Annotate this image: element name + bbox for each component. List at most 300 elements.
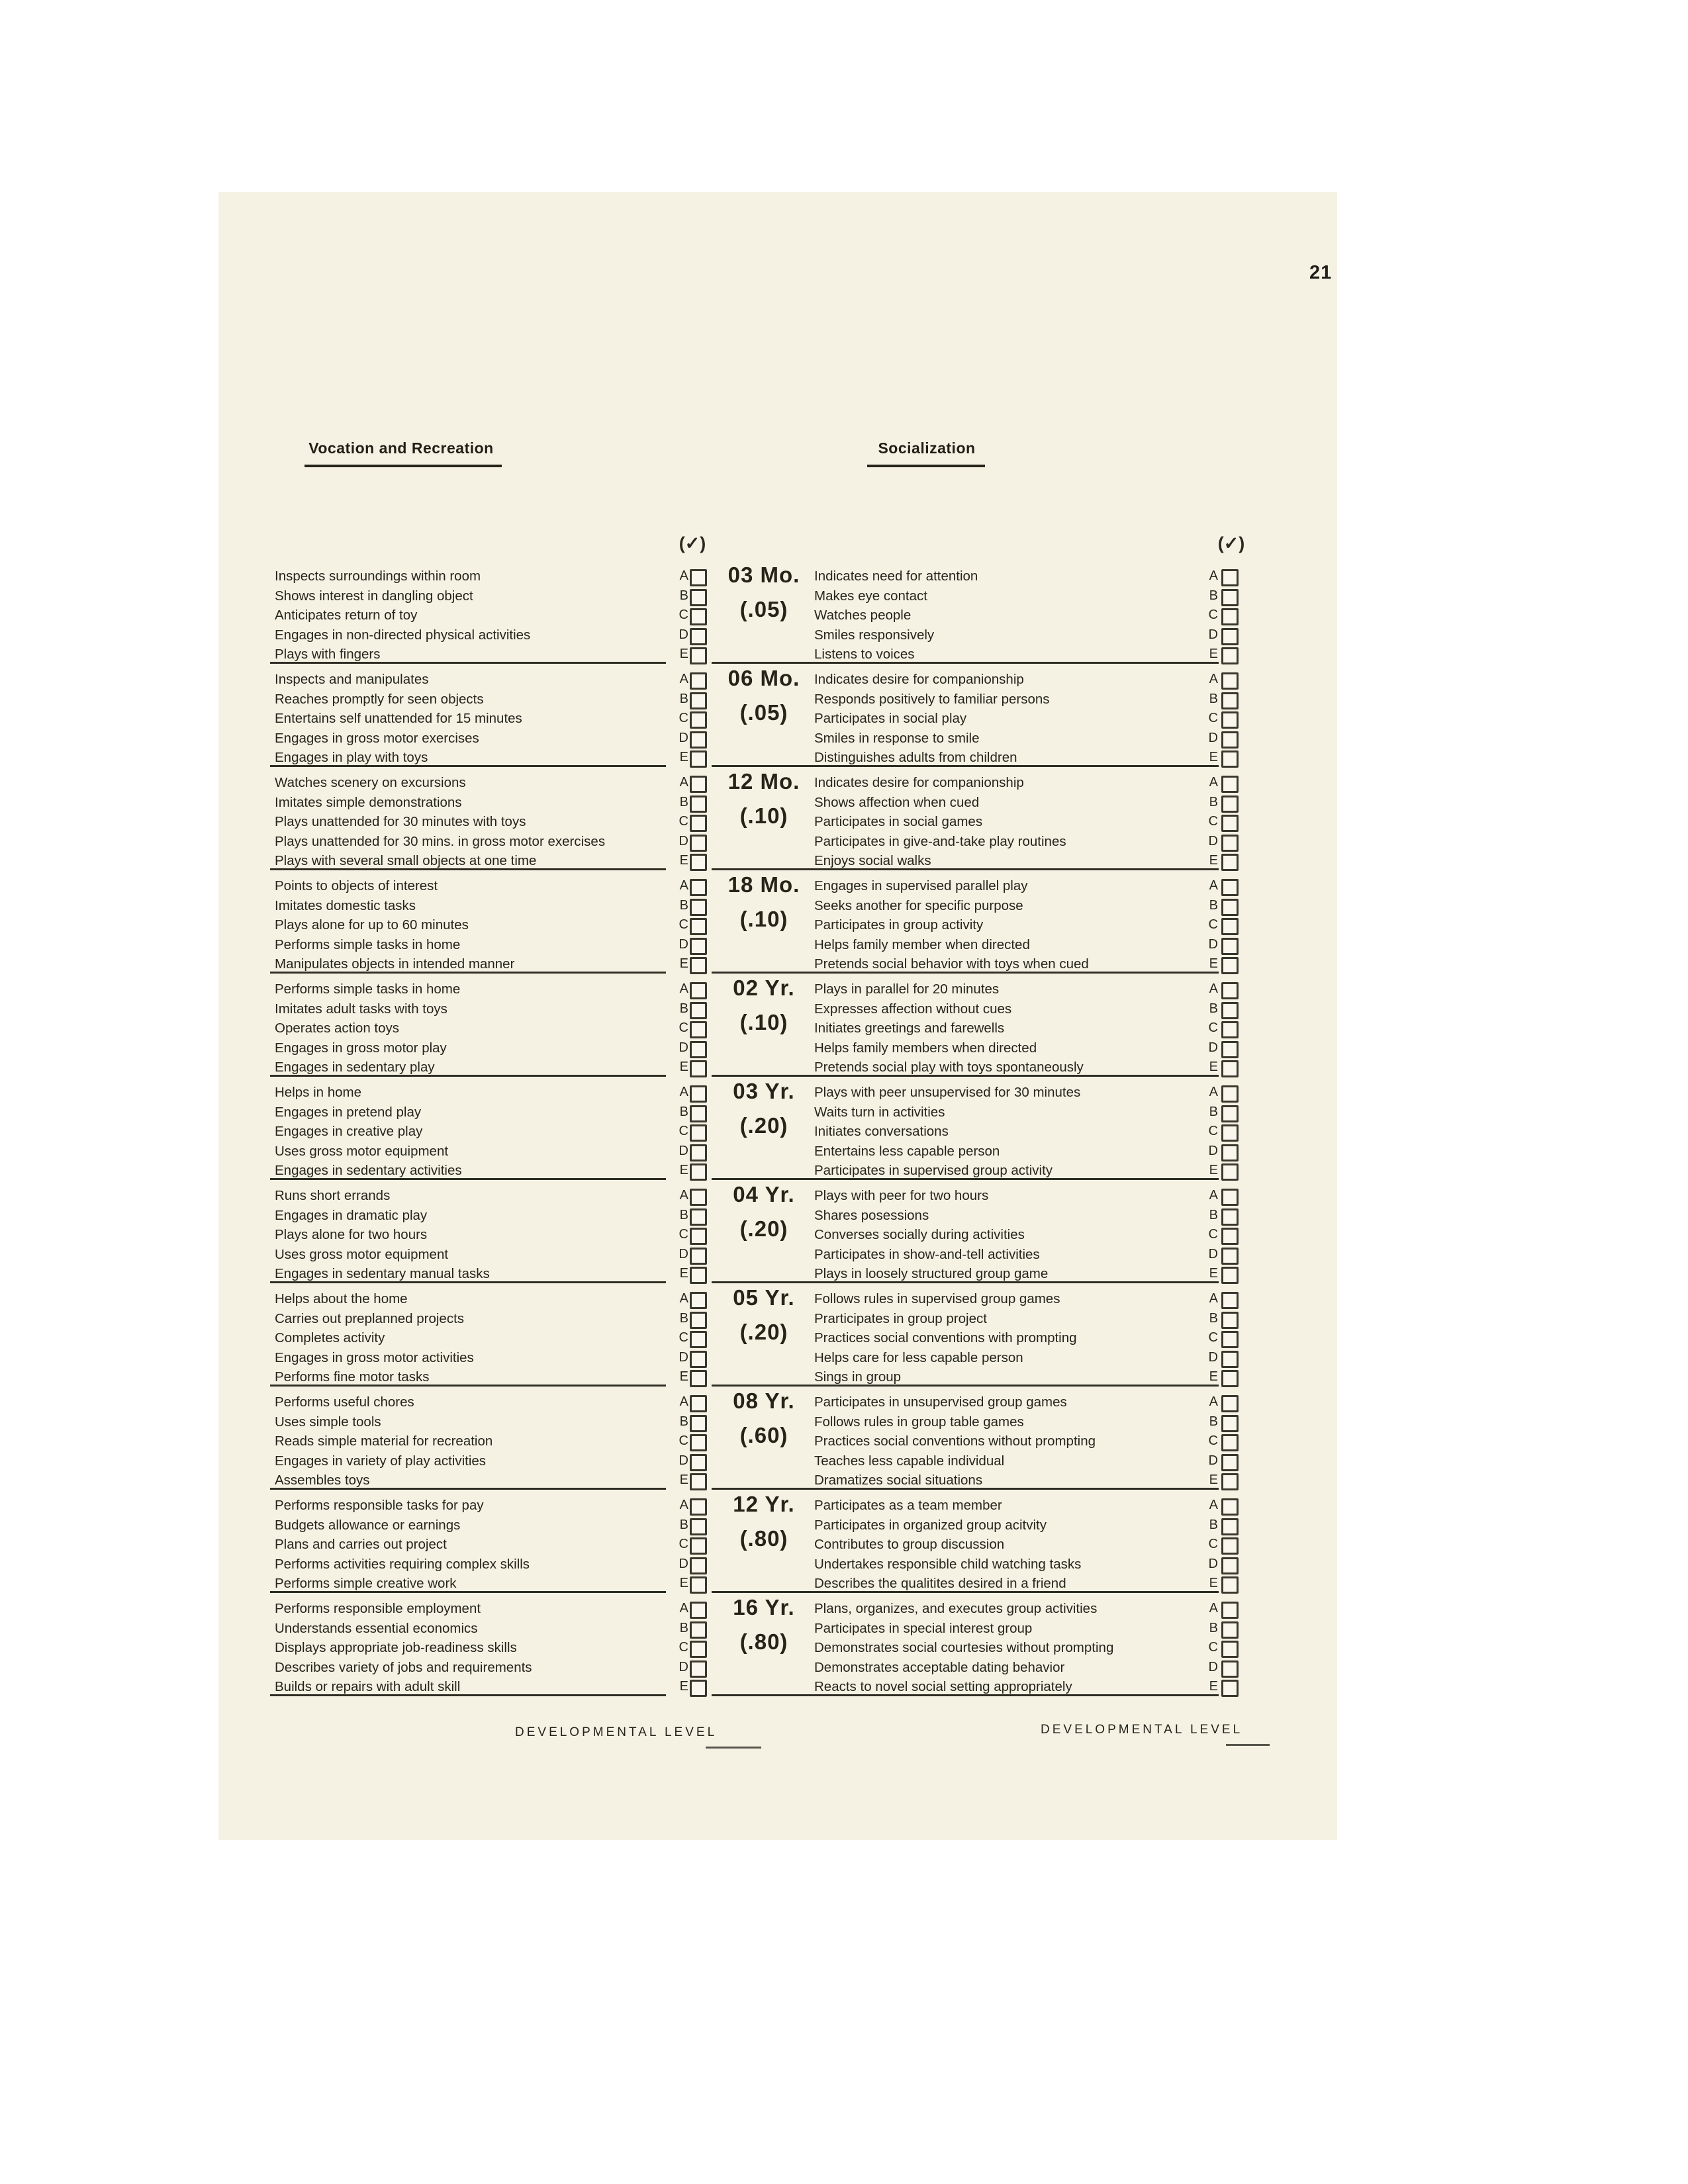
item-checkbox[interactable]	[690, 879, 707, 896]
developmental-level-blank-right[interactable]	[1226, 1744, 1270, 1746]
socialization-items	[814, 876, 1198, 974]
checkmark-legend-right: (✓)	[1217, 533, 1245, 553]
item-checkbox[interactable]	[690, 1680, 707, 1697]
item-checkbox[interactable]	[1221, 1434, 1239, 1451]
item-letter: D	[1208, 1453, 1218, 1468]
task-item: Smiles in response to smile	[814, 730, 980, 746]
item-checkbox[interactable]	[690, 796, 707, 813]
developmental-level-blank-left[interactable]	[706, 1747, 761, 1749]
item-letter: B	[1209, 897, 1218, 913]
item-letter: D	[1208, 1040, 1218, 1055]
task-item: Reacts to novel social setting appropriately	[814, 1679, 1072, 1694]
item-checkbox[interactable]	[1221, 1395, 1239, 1412]
item-checkbox[interactable]	[1221, 918, 1239, 935]
item-checkbox[interactable]	[1221, 1163, 1239, 1181]
vocation-checkboxes	[690, 1292, 707, 1390]
task-item: Follows rules in group table games	[814, 1414, 1024, 1430]
task-item: Anticipates return of toy	[275, 608, 418, 623]
assessment-row	[270, 664, 1241, 767]
item-letter: D	[1208, 1556, 1218, 1571]
item-letter: E	[1209, 853, 1218, 868]
item-checkbox[interactable]	[690, 1312, 707, 1329]
task-item: Pretends social behavior with toys when cued	[814, 956, 1089, 972]
item-checkbox[interactable]	[690, 776, 707, 793]
item-checkbox[interactable]	[1221, 982, 1239, 999]
item-checkbox[interactable]	[1221, 854, 1239, 871]
task-item: Performs simple creative work	[275, 1576, 457, 1591]
item-letter: B	[1209, 1620, 1218, 1635]
item-checkbox[interactable]	[1221, 1537, 1239, 1555]
task-item: Engages in gross motor activities	[275, 1349, 474, 1365]
age-label: 08 Yr.	[733, 1388, 795, 1413]
item-letter: E	[679, 1163, 688, 1177]
item-checkbox[interactable]	[690, 918, 707, 935]
item-checkbox[interactable]	[690, 1434, 707, 1451]
task-item: Participates in organized group acitvity	[814, 1517, 1047, 1533]
weight-label: (.60)	[739, 1423, 788, 1447]
item-checkbox[interactable]	[1221, 731, 1239, 749]
socialization-letters	[1196, 670, 1218, 768]
item-letter: E	[679, 1576, 688, 1590]
item-checkbox[interactable]	[690, 569, 707, 586]
item-checkbox[interactable]	[1221, 1331, 1239, 1348]
age-cell	[712, 1593, 816, 1696]
vocation-checkboxes	[690, 1498, 707, 1596]
item-checkbox[interactable]	[1221, 1312, 1239, 1329]
socialization-letters	[1196, 773, 1218, 871]
task-item: Engages in pretend play	[275, 1104, 422, 1120]
task-item: Performs useful chores	[275, 1394, 414, 1410]
item-letter: B	[1209, 1104, 1218, 1119]
vocation-items	[275, 567, 667, 664]
item-letter: B	[1209, 588, 1218, 603]
item-checkbox[interactable]	[690, 608, 707, 625]
item-letter: E	[679, 1266, 688, 1281]
item-checkbox[interactable]	[1221, 1454, 1239, 1471]
item-checkbox[interactable]	[1221, 1498, 1239, 1516]
item-checkbox[interactable]	[690, 1557, 707, 1574]
item-checkbox[interactable]	[690, 1537, 707, 1555]
socialization-checkboxes	[1221, 1498, 1239, 1596]
item-checkbox[interactable]	[1221, 1351, 1239, 1368]
item-checkbox[interactable]	[690, 938, 707, 955]
item-letter: B	[1209, 691, 1218, 706]
age-cell	[712, 767, 816, 870]
task-item: Points to objects of interest	[275, 878, 438, 893]
item-checkbox[interactable]	[1221, 899, 1239, 916]
vocation-items	[275, 1599, 667, 1697]
task-item: Indicates need for attention	[814, 569, 978, 584]
item-letter: D	[679, 1040, 688, 1055]
item-checkbox[interactable]	[690, 1163, 707, 1181]
item-letter: D	[679, 936, 688, 952]
vocation-items	[275, 1083, 667, 1181]
item-checkbox[interactable]	[1221, 1041, 1239, 1058]
item-letter: D	[1208, 1349, 1218, 1365]
task-item: Helps about the home	[275, 1291, 408, 1306]
item-checkbox[interactable]	[1221, 1415, 1239, 1432]
task-item: Imitates simple demonstrations	[275, 794, 462, 810]
socialization-letters	[1196, 567, 1218, 664]
socialization-checkboxes	[1221, 569, 1239, 667]
task-item: Demonstrates social courtesies without prompting	[814, 1640, 1114, 1655]
item-checkbox[interactable]	[690, 1021, 707, 1038]
task-item: Engages in creative play	[275, 1124, 423, 1139]
item-checkbox[interactable]	[1221, 1370, 1239, 1387]
heading-socialization: Socialization	[878, 439, 976, 457]
task-item: Prarticipates in group project	[814, 1310, 987, 1326]
item-checkbox[interactable]	[690, 1331, 707, 1348]
item-letter: E	[1209, 1266, 1218, 1281]
item-checkbox[interactable]	[690, 1661, 707, 1678]
item-checkbox[interactable]	[1221, 628, 1239, 645]
item-letter: E	[679, 750, 688, 764]
assessment-row	[270, 1180, 1241, 1283]
item-checkbox[interactable]	[1221, 1576, 1239, 1594]
item-checkbox[interactable]	[690, 1473, 707, 1490]
item-checkbox[interactable]	[1221, 647, 1239, 664]
item-checkbox[interactable]	[690, 815, 707, 832]
task-item: Manipulates objects in intended manner	[275, 956, 515, 972]
item-checkbox[interactable]	[690, 1602, 707, 1619]
item-checkbox[interactable]	[690, 854, 707, 871]
socialization-letters	[1196, 979, 1218, 1077]
item-checkbox[interactable]	[690, 1124, 707, 1142]
item-checkbox[interactable]	[690, 1454, 707, 1471]
vocation-letters	[666, 773, 688, 871]
task-item: Helps family members when directed	[814, 1040, 1037, 1056]
item-checkbox[interactable]	[690, 589, 707, 606]
item-checkbox[interactable]	[690, 1144, 707, 1161]
task-item: Engages in non-directed physical activities	[275, 627, 531, 643]
task-item: Plays alone for two hours	[275, 1227, 428, 1242]
task-item: Responds positively to familiar persons	[814, 691, 1050, 707]
item-checkbox[interactable]	[1221, 1641, 1239, 1658]
item-checkbox[interactable]	[690, 731, 707, 749]
vocation-items	[275, 1186, 667, 1284]
item-checkbox[interactable]	[1221, 1267, 1239, 1284]
task-item: Participates in supervised group activity	[814, 1163, 1053, 1178]
item-checkbox[interactable]	[1221, 835, 1239, 852]
item-letter: C	[679, 1330, 688, 1345]
task-item: Engages in supervised parallel play	[814, 878, 1028, 893]
item-letter: B	[679, 1001, 688, 1016]
item-letter: D	[679, 627, 688, 642]
item-checkbox[interactable]	[690, 899, 707, 916]
item-checkbox[interactable]	[1221, 1621, 1239, 1639]
heading-underline-left	[305, 465, 502, 467]
item-checkbox[interactable]	[690, 1060, 707, 1077]
item-checkbox[interactable]	[690, 1576, 707, 1594]
item-letter: E	[679, 1060, 688, 1074]
task-item: Operates action toys	[275, 1021, 400, 1036]
item-letter: B	[1209, 1414, 1218, 1429]
task-item: Sings in group	[814, 1369, 902, 1385]
socialization-letters	[1196, 1186, 1218, 1284]
heading-underline-right	[867, 465, 985, 467]
task-item: Builds or repairs with adult skill	[275, 1679, 461, 1694]
socialization-items	[814, 1186, 1198, 1284]
item-checkbox[interactable]	[690, 1002, 707, 1019]
vocation-items	[275, 876, 667, 974]
item-checkbox[interactable]	[1221, 608, 1239, 625]
age-label: 03 Yr.	[733, 1079, 795, 1103]
weight-label: (.10)	[739, 907, 788, 931]
socialization-checkboxes	[1221, 982, 1239, 1080]
item-checkbox[interactable]	[690, 1189, 707, 1206]
item-checkbox[interactable]	[690, 1248, 707, 1265]
item-checkbox[interactable]	[1221, 1002, 1239, 1019]
assessment-row	[270, 1077, 1241, 1180]
item-letter: A	[679, 1188, 688, 1203]
task-item: Performs activities requiring complex skills	[275, 1556, 530, 1572]
item-letter: A	[679, 1085, 688, 1099]
task-item: Engages in sedentary play	[275, 1060, 435, 1075]
vocation-checkboxes	[690, 1189, 707, 1287]
item-checkbox[interactable]	[1221, 1292, 1239, 1309]
vocation-letters	[666, 979, 688, 1077]
item-checkbox[interactable]	[1221, 957, 1239, 974]
age-cell	[712, 1283, 816, 1387]
item-letter: A	[679, 1394, 688, 1409]
item-letter: E	[679, 1473, 688, 1487]
item-letter: D	[1208, 627, 1218, 642]
item-checkbox[interactable]	[1221, 692, 1239, 709]
task-item: Plays with several small objects at one time	[275, 853, 537, 868]
item-letter: B	[1209, 1207, 1218, 1222]
socialization-letters	[1196, 1083, 1218, 1181]
item-checkbox[interactable]	[1221, 1144, 1239, 1161]
item-checkbox[interactable]	[1221, 1208, 1239, 1226]
task-item: Helps in home	[275, 1085, 362, 1100]
item-checkbox[interactable]	[690, 1395, 707, 1412]
task-item: Performs responsible employment	[275, 1601, 481, 1616]
task-item: Indicates desire for companionship	[814, 672, 1024, 687]
item-checkbox[interactable]	[690, 1415, 707, 1432]
item-checkbox[interactable]	[1221, 751, 1239, 768]
item-letter: E	[679, 853, 688, 868]
item-letter: B	[679, 691, 688, 706]
item-checkbox[interactable]	[690, 1621, 707, 1639]
item-checkbox[interactable]	[690, 1292, 707, 1309]
item-letter: C	[1208, 814, 1218, 829]
vocation-letters	[666, 1599, 688, 1697]
item-checkbox[interactable]	[690, 982, 707, 999]
task-item: Plays in loosely structured group game	[814, 1266, 1049, 1281]
task-item: Participates in unsupervised group games	[814, 1394, 1067, 1410]
item-checkbox[interactable]	[690, 1267, 707, 1284]
item-letter: C	[679, 711, 688, 725]
age-cell	[712, 561, 816, 664]
socialization-letters	[1196, 1599, 1218, 1697]
item-checkbox[interactable]	[1221, 672, 1239, 690]
item-checkbox[interactable]	[690, 1041, 707, 1058]
item-checkbox[interactable]	[690, 835, 707, 852]
socialization-checkboxes	[1221, 1602, 1239, 1700]
item-checkbox[interactable]	[1221, 1105, 1239, 1122]
task-item: Uses simple tools	[275, 1414, 381, 1430]
item-checkbox[interactable]	[1221, 796, 1239, 813]
developmental-level-label-left: DEVELOPMENTAL LEVEL	[515, 1725, 718, 1739]
item-checkbox[interactable]	[690, 957, 707, 974]
item-checkbox[interactable]	[1221, 1189, 1239, 1206]
item-letter: B	[1209, 1517, 1218, 1532]
item-checkbox[interactable]	[690, 711, 707, 729]
item-checkbox[interactable]	[1221, 711, 1239, 729]
item-checkbox[interactable]	[1221, 815, 1239, 832]
item-checkbox[interactable]	[690, 692, 707, 709]
task-item: Listens to voices	[814, 647, 915, 662]
task-item: Shares posessions	[814, 1207, 929, 1223]
task-item: Imitates adult tasks with toys	[275, 1001, 447, 1017]
socialization-checkboxes	[1221, 776, 1239, 874]
item-letter: C	[679, 1537, 688, 1551]
socialization-items	[814, 670, 1198, 768]
age-cell	[712, 1077, 816, 1180]
item-checkbox[interactable]	[690, 1498, 707, 1516]
item-checkbox[interactable]	[1221, 1248, 1239, 1265]
item-letter: E	[1209, 1369, 1218, 1384]
item-checkbox[interactable]	[690, 1518, 707, 1535]
task-item: Practices social conventions with prompting	[814, 1330, 1077, 1345]
socialization-items	[814, 567, 1198, 664]
task-item: Runs short errands	[275, 1188, 391, 1203]
assessment-row	[270, 1387, 1241, 1490]
item-letter: B	[679, 588, 688, 603]
age-label: 18 Mo.	[727, 872, 800, 897]
vocation-items	[275, 670, 667, 768]
item-checkbox[interactable]	[1221, 938, 1239, 955]
item-checkbox[interactable]	[690, 1370, 707, 1387]
item-letter: A	[1209, 672, 1218, 686]
socialization-items	[814, 773, 1198, 871]
item-checkbox[interactable]	[690, 672, 707, 690]
item-checkbox[interactable]	[1221, 1661, 1239, 1678]
socialization-items	[814, 1599, 1198, 1697]
task-item: Watches scenery on excursions	[275, 775, 466, 790]
task-item: Participates in show-and-tell activities	[814, 1246, 1040, 1262]
item-checkbox[interactable]	[1221, 569, 1239, 586]
assessment-row	[270, 870, 1241, 974]
age-label: 16 Yr.	[733, 1595, 795, 1619]
task-item: Engages in play with toys	[275, 750, 428, 765]
task-item: Imitates domestic tasks	[275, 897, 416, 913]
item-letter: D	[1208, 1246, 1218, 1261]
item-checkbox[interactable]	[1221, 1228, 1239, 1245]
item-checkbox[interactable]	[1221, 1473, 1239, 1490]
item-checkbox[interactable]	[1221, 589, 1239, 606]
assessment-table	[270, 561, 1241, 1696]
weight-label: (.20)	[739, 1320, 788, 1344]
vocation-letters	[666, 1289, 688, 1387]
item-letter: B	[679, 1620, 688, 1635]
task-item: Inspects surroundings within room	[275, 569, 481, 584]
item-checkbox[interactable]	[690, 1641, 707, 1658]
task-item: Uses gross motor equipment	[275, 1246, 449, 1262]
item-letter: D	[679, 1556, 688, 1571]
assessment-row	[270, 767, 1241, 870]
task-item: Inspects and manipulates	[275, 672, 429, 687]
task-item: Describes the qualitites desired in a friend	[814, 1576, 1066, 1591]
item-checkbox[interactable]	[690, 1085, 707, 1103]
task-item: Reaches promptly for seen objects	[275, 691, 484, 707]
socialization-items	[814, 1083, 1198, 1181]
item-checkbox[interactable]	[1221, 1085, 1239, 1103]
item-letter: B	[679, 794, 688, 809]
item-letter: C	[679, 1640, 688, 1655]
item-checkbox[interactable]	[690, 628, 707, 645]
vocation-checkboxes	[690, 982, 707, 1080]
task-item: Makes eye contact	[814, 588, 927, 604]
item-letter: A	[1209, 878, 1218, 893]
vocation-items	[275, 1289, 667, 1387]
item-checkbox[interactable]	[1221, 1124, 1239, 1142]
vocation-checkboxes	[690, 776, 707, 874]
age-label: 05 Yr.	[733, 1285, 795, 1310]
task-item: Reads simple material for recreation	[275, 1433, 493, 1449]
task-item: Completes activity	[275, 1330, 385, 1345]
item-checkbox[interactable]	[1221, 776, 1239, 793]
item-letter: A	[1209, 775, 1218, 790]
item-letter: B	[1209, 794, 1218, 809]
item-checkbox[interactable]	[1221, 1557, 1239, 1574]
item-checkbox[interactable]	[690, 647, 707, 664]
item-letter: A	[1209, 1291, 1218, 1306]
item-checkbox[interactable]	[690, 1228, 707, 1245]
item-letter: A	[679, 672, 688, 686]
item-letter: A	[1209, 981, 1218, 996]
task-item: Plans, organizes, and executes group activities	[814, 1601, 1098, 1616]
item-letter: C	[1208, 917, 1218, 932]
item-letter: E	[679, 956, 688, 971]
item-letter: C	[679, 917, 688, 932]
item-checkbox[interactable]	[1221, 1021, 1239, 1038]
item-letter: C	[1208, 1330, 1218, 1345]
item-checkbox[interactable]	[1221, 1518, 1239, 1535]
item-checkbox[interactable]	[690, 1208, 707, 1226]
vocation-letters	[666, 1496, 688, 1594]
item-checkbox[interactable]	[1221, 879, 1239, 896]
developmental-level-label-right: DEVELOPMENTAL LEVEL	[1041, 1723, 1243, 1737]
task-item: Plays with peer unsupervised for 30 minutes	[814, 1085, 1081, 1100]
item-letter: D	[679, 1453, 688, 1468]
vocation-checkboxes	[690, 672, 707, 770]
socialization-items	[814, 1289, 1198, 1387]
task-item: Participates as a team member	[814, 1498, 1002, 1513]
task-item: Performs simple tasks in home	[275, 981, 461, 997]
task-item: Distinguishes adults from children	[814, 750, 1017, 765]
task-item: Shows interest in dangling object	[275, 588, 473, 604]
task-item: Displays appropriate job-readiness skills	[275, 1640, 517, 1655]
task-item: Helps care for less capable person	[814, 1349, 1023, 1365]
item-letter: E	[1209, 647, 1218, 661]
item-checkbox[interactable]	[690, 751, 707, 768]
task-item: Watches people	[814, 608, 912, 623]
item-checkbox[interactable]	[1221, 1680, 1239, 1697]
vocation-items	[275, 979, 667, 1077]
item-checkbox[interactable]	[1221, 1060, 1239, 1077]
item-letter: A	[679, 1601, 688, 1615]
item-letter: A	[679, 569, 688, 583]
item-checkbox[interactable]	[1221, 1602, 1239, 1619]
task-item: Plays alone for up to 60 minutes	[275, 917, 469, 933]
task-item: Engages in dramatic play	[275, 1207, 428, 1223]
item-checkbox[interactable]	[690, 1351, 707, 1368]
task-item: Engages in gross motor exercises	[275, 730, 479, 746]
item-letter: B	[1209, 1001, 1218, 1016]
item-checkbox[interactable]	[690, 1105, 707, 1122]
item-letter: C	[1208, 1021, 1218, 1035]
